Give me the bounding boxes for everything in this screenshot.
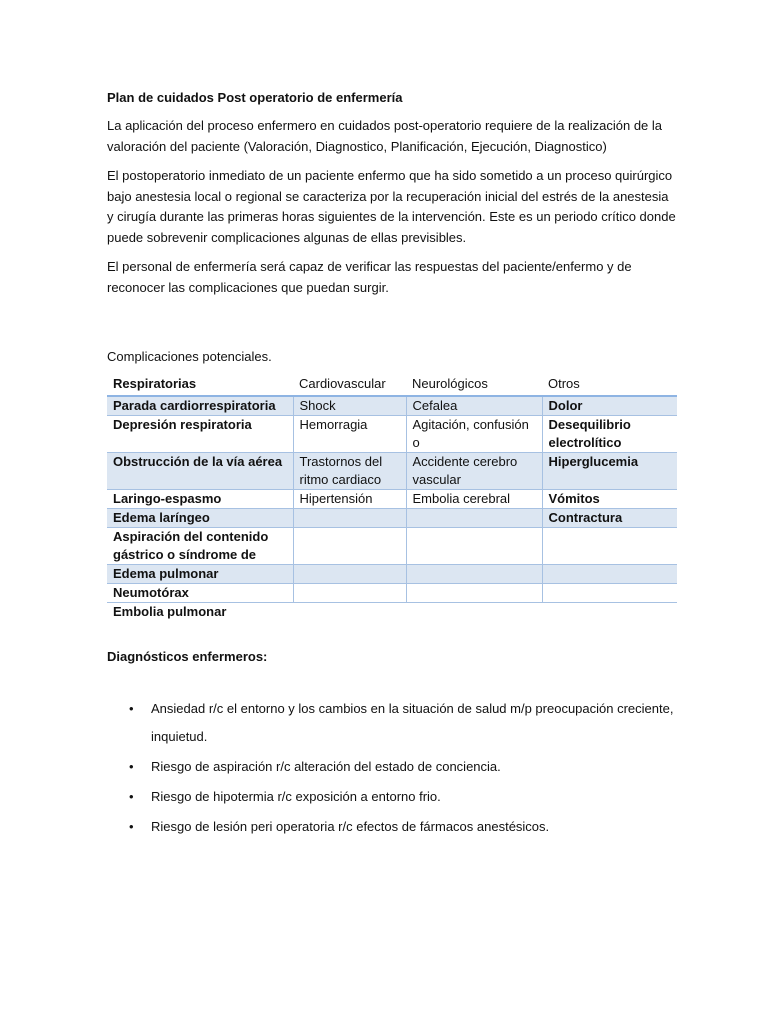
table-cell: Contractura	[542, 509, 677, 528]
table-cell: Hemorragia	[293, 416, 406, 453]
table-row	[107, 528, 677, 565]
table-row	[107, 509, 677, 528]
table-cell	[406, 584, 542, 603]
document-page	[107, 88, 677, 843]
table-cell: Edema pulmonar	[107, 565, 293, 584]
table-cell: Desequilibrio electrolítico	[542, 416, 677, 453]
column-header: Neurológicos	[406, 375, 542, 396]
table-cell: Neumotórax	[107, 584, 293, 603]
table-cell: Accidente cerebro vascular	[406, 453, 542, 490]
diagnoses-list	[107, 695, 677, 841]
bullet-icon: •	[129, 819, 134, 834]
table-cell	[406, 509, 542, 528]
table-cell: Vómitos	[542, 490, 677, 509]
table-row	[107, 453, 677, 490]
table-cell: Parada cardiorrespiratoria	[107, 396, 293, 416]
table-cell	[293, 603, 406, 622]
table-cell	[542, 528, 677, 565]
table-cell: Agitación, confusión o	[406, 416, 542, 453]
table-cell: Depresión respiratoria	[107, 416, 293, 453]
document-title: Plan de cuidados Post operatorio de enfermería	[107, 90, 403, 105]
complications-table	[107, 375, 677, 621]
table-cell: Aspiración del contenido gástrico o síndrome de	[107, 528, 293, 565]
table-cell	[293, 584, 406, 603]
table-cell: Edema laríngeo	[107, 509, 293, 528]
list-item: • Riesgo de hipotermia r/c exposición a entorno frio.	[107, 783, 677, 811]
table-header-row	[107, 375, 677, 396]
table-row	[107, 584, 677, 603]
list-item: • Ansiedad r/c el entorno y los cambios en la situación de salud m/p preocupación creciente, inquietud.	[107, 695, 677, 751]
column-header: Otros	[542, 375, 677, 396]
table-cell	[293, 509, 406, 528]
diagnoses-heading: Diagnósticos enfermeros:	[107, 649, 268, 664]
list-item: • Riesgo de aspiración r/c alteración del estado de conciencia.	[107, 753, 677, 781]
table-cell	[542, 603, 677, 622]
table-cell: Embolia cerebral	[406, 490, 542, 509]
table-cell: Obstrucción de la vía aérea	[107, 453, 293, 490]
table-cell: Cefalea	[406, 396, 542, 416]
table-row	[107, 396, 677, 416]
table-cell: Dolor	[542, 396, 677, 416]
table-cell	[406, 565, 542, 584]
table-cell	[542, 565, 677, 584]
table-row	[107, 565, 677, 584]
table-cell	[293, 528, 406, 565]
table-row	[107, 416, 677, 453]
table-cell	[542, 584, 677, 603]
paragraph-intro: La aplicación del proceso enfermero en cuidados post-operatorio requiere de la realización de la valoración del paciente (Valoración, Diagnostico, Planificación, Ejecución, Diagnostico)	[107, 118, 663, 154]
table-cell: Trastornos del ritmo cardiaco	[293, 453, 406, 490]
table-cell	[293, 565, 406, 584]
table-cell	[406, 603, 542, 622]
table-cell: Hipertensión	[293, 490, 406, 509]
paragraph-postoperative: El postoperatorio inmediato de un paciente enfermo que ha sido sometido a un proceso quirúrgico bajo anestesia local o regional se caracteriza por la recuperación inicial del estrés de la anestesia y cirugía durante las primeras horas siguientes de la intervención. Este es un periodo crítico donde puede sobrevenir complicaciones algunas de ellas previsibles.	[107, 168, 676, 245]
table-cell: Embolia pulmonar	[113, 604, 227, 619]
table-row	[107, 603, 677, 622]
complications-heading: Complicaciones potenciales.	[107, 349, 272, 364]
table-cell: Hiperglucemia	[542, 453, 677, 490]
bullet-icon: •	[129, 759, 134, 774]
bullet-icon: •	[129, 789, 134, 804]
table-cell	[406, 528, 542, 565]
paragraph-nursing-staff: El personal de enfermería será capaz de verificar las respuestas del paciente/enfermo y de reconocer las complicaciones que puedan surgir.	[107, 259, 632, 295]
table-cell: Shock	[293, 396, 406, 416]
column-header: Respiratorias	[107, 375, 293, 396]
table-row	[107, 490, 677, 509]
list-item: • Riesgo de lesión peri operatoria r/c efectos de fármacos anestésicos.	[107, 813, 677, 841]
table-cell: Laringo-espasmo	[107, 490, 293, 509]
bullet-icon: •	[129, 701, 134, 716]
column-header: Cardiovascular	[293, 375, 406, 396]
